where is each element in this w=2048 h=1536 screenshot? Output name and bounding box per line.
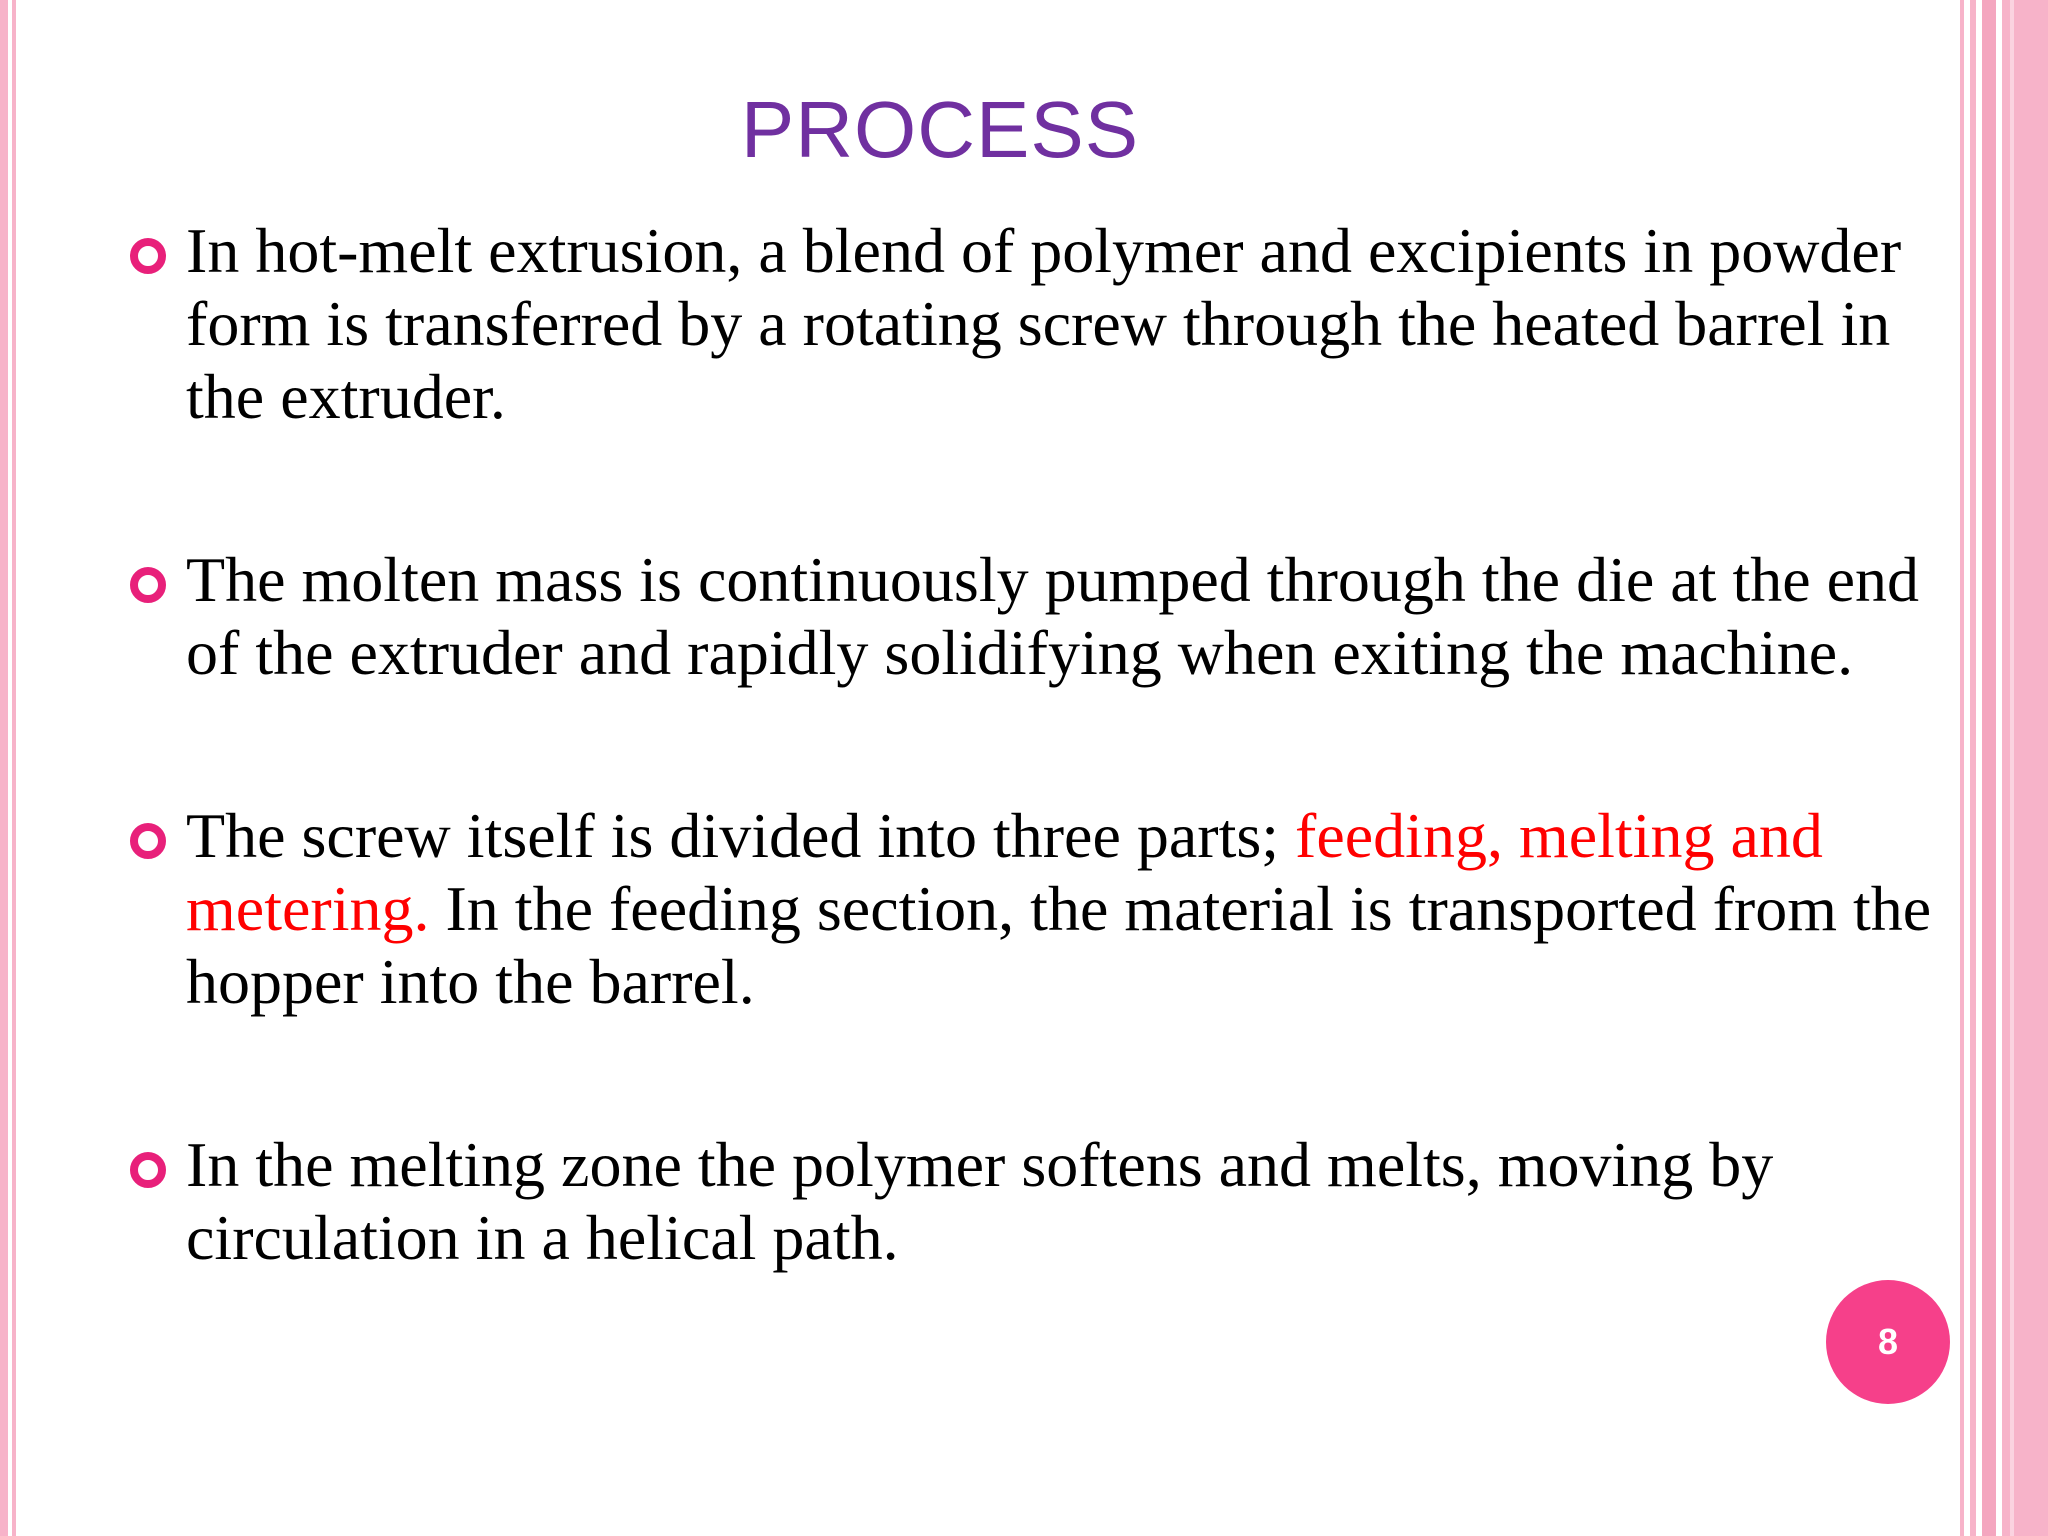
bullet-text-before: The screw itself is divided into three parts;: [186, 800, 1296, 871]
bullet-circle-icon: [130, 567, 166, 603]
page-number-badge: 8: [1826, 1280, 1950, 1404]
left-border-strip: [12, 0, 16, 1536]
left-border-strip: [0, 0, 8, 1536]
bullet-circle-icon: [130, 238, 166, 274]
bullet-item: [130, 214, 1940, 433]
right-border-strip: [2010, 0, 2014, 1536]
bullet-item: [130, 799, 1940, 1018]
bullet-list: [130, 214, 1940, 1384]
bullet-highlight-text: feeding, melting and metering.: [186, 800, 1823, 944]
bullet-text-after: In the feeding section, the material is transported from the hopper into the barrel.: [186, 873, 1932, 1017]
bullet-text: In the melting zone the polymer softens and melts, moving by circulation in a helical path.: [186, 1129, 1774, 1273]
right-border-strip: [2002, 0, 2048, 1536]
slide-title: PROCESS: [740, 85, 1140, 174]
bullet-item: [130, 543, 1940, 689]
bullet-text: The molten mass is continuously pumped through the die at the end of the extruder and rapidly solidifying when exiting the machine.: [186, 544, 1920, 688]
bullet-circle-icon: [130, 1152, 166, 1188]
bullet-circle-icon: [130, 823, 166, 859]
right-border-strip: [1970, 0, 1976, 1536]
right-border-strip: [1960, 0, 1964, 1536]
right-border-strip: [1982, 0, 1996, 1536]
bullet-text: In hot-melt extrusion, a blend of polymer and excipients in powder form is transferred by a rotating screw through the heated barrel in the extruder.: [186, 215, 1902, 432]
bullet-item: [130, 1128, 1940, 1274]
